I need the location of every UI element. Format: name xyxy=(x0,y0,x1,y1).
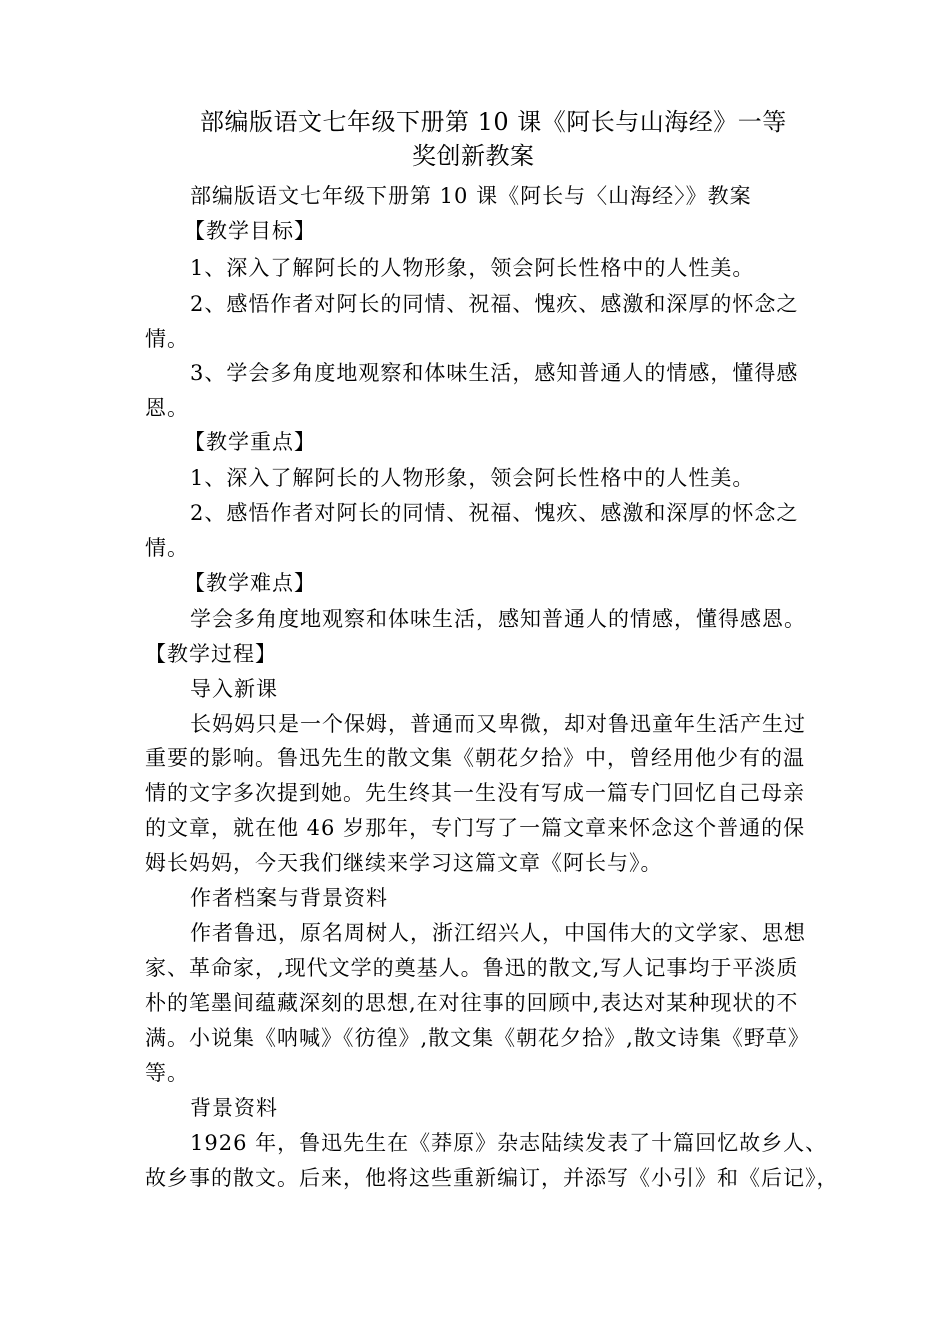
subheading-intro: 导入新课 xyxy=(190,677,278,701)
paragraph-line: 朴的笔墨间蕴藏深刻的思想,在对往事的回顾中,表达对某种现状的不 xyxy=(145,991,799,1015)
paragraph-line: 2、感悟作者对阿长的同情、祝福、愧疚、感激和深厚的怀念之 xyxy=(190,292,799,316)
paragraph-line: 情的文字多次提到她。先生终其一生没有写成一篇专门回忆自己母亲 xyxy=(145,781,805,805)
paragraph-line: 1、深入了解阿长的人物形象，领会阿长性格中的人性美。 xyxy=(190,466,755,490)
section-heading-objectives: 【教学目标】 xyxy=(184,219,316,243)
section-heading-process: 【教学过程】 xyxy=(145,642,277,666)
paragraph-line: 家、革命家，,现代文学的奠基人。鲁迅的散文,写人记事均于平淡质 xyxy=(145,956,799,980)
paragraph-line: 姆长妈妈，今天我们继续来学习这篇文章《阿长与》。 xyxy=(145,851,663,875)
paragraph-line: 1、深入了解阿长的人物形象，领会阿长性格中的人性美。 xyxy=(190,256,755,280)
paragraph-line: 情。 xyxy=(145,327,189,351)
paragraph-line: 的文章，就在他 46 岁那年，专门写了一篇文章来怀念这个普通的保 xyxy=(145,816,806,840)
paragraph-line: 故乡事的散文。后来，他将这些重新编订，并添写《小引》和《后记》， xyxy=(145,1166,839,1190)
paragraph-line: 学会多角度地观察和体味生活，感知普通人的情感，懂得感恩。 xyxy=(190,607,806,631)
subheading-author: 作者档案与背景资料 xyxy=(190,886,388,910)
paragraph-line: 情。 xyxy=(145,536,189,560)
doc-subtitle: 部编版语文七年级下册第 10 课《阿长与〈山海经〉》教案 xyxy=(190,184,752,208)
paragraph-line: 1926 年，鲁迅先生在《莽原》杂志陆续发表了十篇回忆故乡人、 xyxy=(190,1131,828,1155)
paragraph-line: 满。小说集《呐喊》《彷徨》,散文集《朝花夕拾》,散文诗集《野草》 xyxy=(145,1026,810,1050)
paragraph-line: 3、学会多角度地观察和体味生活，感知普通人的情感，懂得感 xyxy=(190,361,799,385)
section-heading-difficulties: 【教学难点】 xyxy=(184,571,316,595)
paragraph-line: 长妈妈只是一个保姆，普通而又卑微，却对鲁迅童年生活产生过 xyxy=(190,712,806,736)
paragraph-line: 恩。 xyxy=(145,396,189,420)
doc-title-line-1: 部编版语文七年级下册第 10 课《阿长与山海经》一等 xyxy=(200,108,787,136)
paragraph-line: 作者鲁迅，原名周树人，浙江绍兴人，中国伟大的文学家、思想 xyxy=(190,921,806,945)
paragraph-line: 2、感悟作者对阿长的同情、祝福、愧疚、感激和深厚的怀念之 xyxy=(190,501,799,525)
paragraph-line: 等。 xyxy=(145,1061,189,1085)
section-heading-key-points: 【教学重点】 xyxy=(184,430,316,454)
doc-title-line-2: 奖创新教案 xyxy=(412,142,535,170)
paragraph-line: 重要的影响。鲁迅先生的散文集《朝花夕拾》中，曾经用他少有的温 xyxy=(145,746,805,770)
subheading-background: 背景资料 xyxy=(190,1096,278,1120)
